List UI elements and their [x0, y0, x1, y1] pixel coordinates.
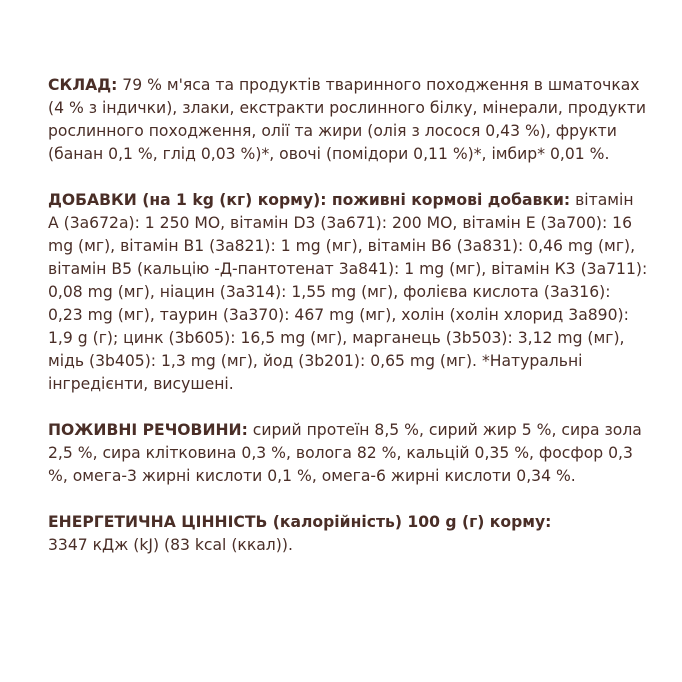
additives-text: вітамін А (3а672а): 1 250 МО, вітамін D3 (3а671): 200 МО, вітамін Е (3а700): 16 mg (мг), вітамін В1 (3а821): 1 mg (мг), вітамін В6 (3а831): 0,46 mg (мг), вітамін В5 (кальцію -Д-пантотенат 3а841): 1 mg (мг), вітамін К3 (3а711): 0,08 mg (мг), ніацин (3а314): 1,55 mg (мг), фолієва кислота (3а316): 0,23 mg (мг), таурин (3а370): 467 mg (мг), холін (холін хлорид 3а890): 1,9 g (г); цинк (3b605): 16,5 mg (мг), марганець (3b503): 3,12 mg (мг), мідь (3b405): 1,3 mg (мг), йод (3b201): 0,65 mg (мг). *Натуральні інгредієнти, висушені.: [48, 191, 648, 393]
additives-heading: ДОБАВКИ (на 1 kg (кг) корму): поживні кормові добавки:: [48, 191, 571, 209]
composition-section: [48, 74, 648, 166]
energy-heading: ЕНЕРГЕТИЧНА ЦІННІСТЬ (калорійність) 100 g (г) корму:: [48, 513, 552, 531]
energy-text: 3347 кДж (kJ) (83 kcal (ккал)).: [48, 536, 293, 554]
nutrients-section: [48, 419, 648, 488]
section-spacer: [48, 166, 648, 189]
nutrients-heading: ПОЖИВНІ РЕЧОВИНИ:: [48, 421, 248, 439]
energy-section: [48, 511, 648, 557]
nutrients-text: сирий протеїн 8,5 %, сирий жир 5 %, сира зола 2,5 %, сира клітковина 0,3 %, волога 82 %, кальцій 0,35 %, фосфор 0,3 %, омега-3 жирні кислоти 0,1 %, омега-6 жирні кислоти 0,34 %.: [48, 421, 642, 485]
composition-heading: СКЛАД:: [48, 76, 118, 94]
ingredients-label: [48, 74, 648, 557]
additives-section: [48, 189, 648, 396]
section-spacer: [48, 488, 648, 511]
composition-text: 79 % м'яса та продуктів тваринного походження в шматочках (4 % з індички), злаки, екстракти рослинного білку, мінерали, продукти рослинного походження, олії та жири (олія з лосося 0,43 %), фрукти (банан 0,1 %, глід 0,03 %)*, овочі (помідори 0,11 %)*, імбир* 0,01 %.: [48, 76, 647, 163]
section-spacer: [48, 396, 648, 419]
